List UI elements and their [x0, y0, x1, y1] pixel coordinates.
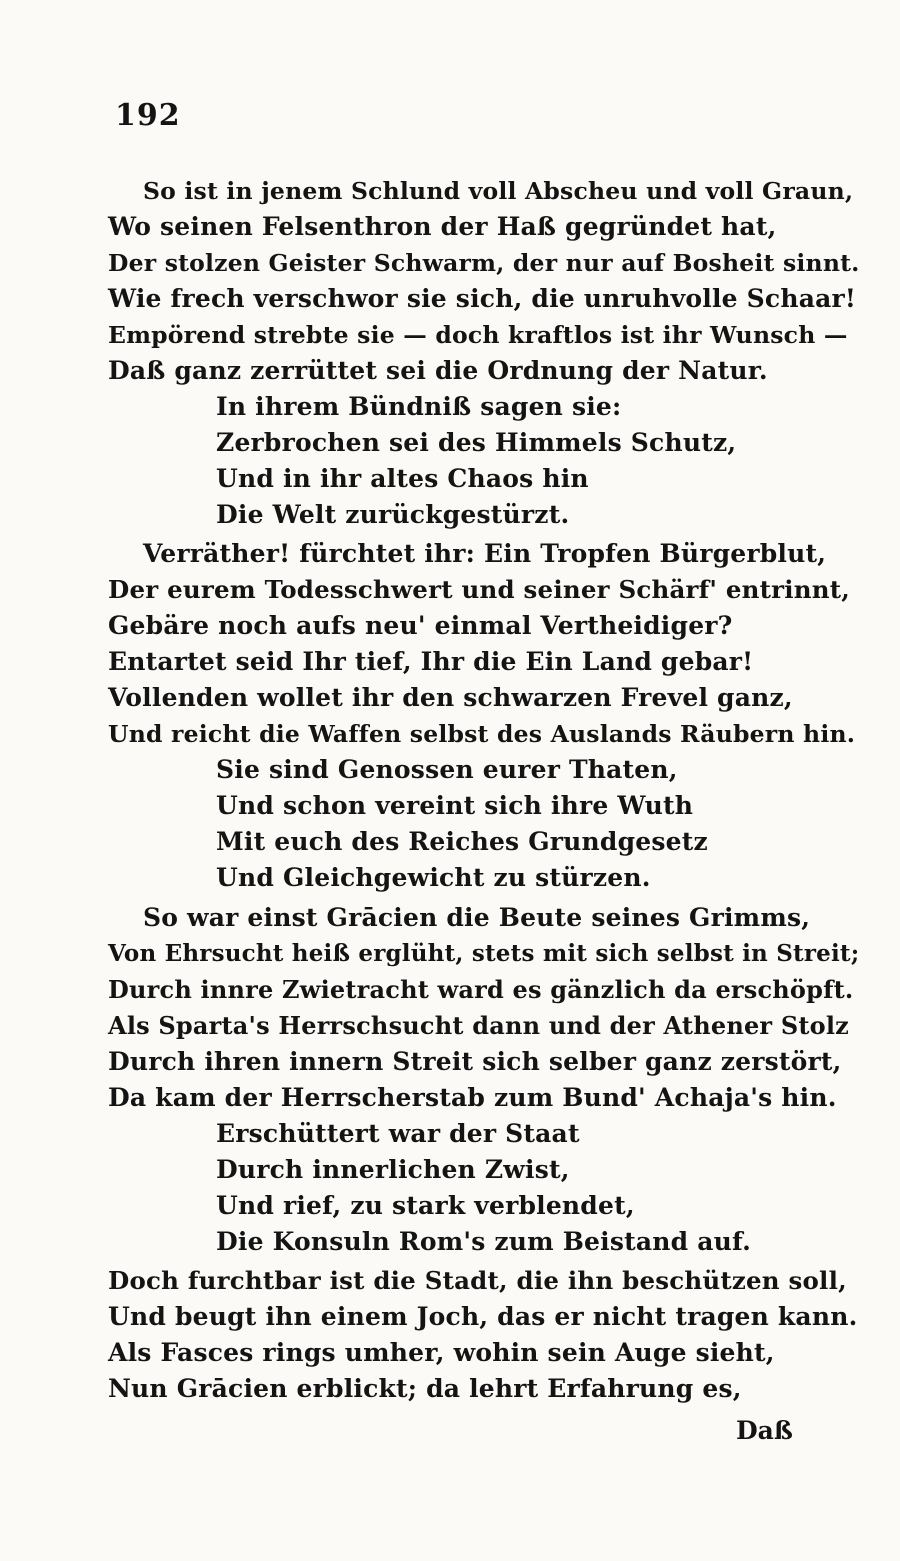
- poem-line: Von Ehrsucht heiß erglüht, stets mit sich selbst in Streit;: [108, 940, 860, 967]
- poem-line: Und Gleichgewicht zu stürzen.: [216, 863, 651, 892]
- poem-line: Erschüttert war der Staat: [216, 1119, 580, 1148]
- poem-line: Und schon vereint sich ihre Wuth: [216, 791, 694, 820]
- poem-line: Vollenden wollet ihr den schwarzen Frevel ganz,: [108, 683, 793, 712]
- poem-line: Wo seinen Felsenthron der Haß gegründet hat,: [108, 212, 777, 241]
- poem-line: Sie sind Genossen eurer Thaten,: [216, 755, 678, 784]
- poem-line: Als Sparta's Herrschsucht dann und der Athener Stolz: [108, 1011, 850, 1040]
- poem-line: Durch innre Zwietracht ward es gänzlich da erschöpft.: [108, 975, 854, 1004]
- poem-line: Da kam der Herrscherstab zum Bund' Achaja's hin.: [108, 1083, 837, 1112]
- poem-line: Empörend strebte sie — doch kraftlos ist ihr Wunsch —: [108, 321, 848, 349]
- poem-line: Und in ihr altes Chaos hin: [216, 464, 589, 493]
- catchword: Daß: [736, 1416, 793, 1445]
- poem-line: Als Fasces rings umher, wohin sein Auge sieht,: [108, 1338, 775, 1367]
- poem-line: Und rief, zu stark verblendet,: [216, 1191, 635, 1220]
- poem-line: Gebäre noch aufs neu' einmal Vertheidiger?: [108, 611, 733, 640]
- poem-line: Wie frech verschwor sie sich, die unruhvolle Schaar!: [108, 284, 857, 313]
- poem-line: Zerbrochen sei des Himmels Schutz,: [216, 428, 737, 457]
- poem-line: So ist in jenem Schlund voll Abscheu und voll Graun,: [143, 177, 854, 205]
- poem-line: Verräther! fürchtet ihr: Ein Tropfen Bürgerblut,: [143, 539, 827, 568]
- poem-line: Mit euch des Reiches Grundgesetz: [216, 827, 708, 856]
- poem-line: Durch ihren innern Streit sich selber ganz zerstört,: [108, 1047, 842, 1076]
- poem-line: Doch furchtbar ist die Stadt, die ihn beschützen soll,: [108, 1266, 847, 1295]
- poem-line: Entartet seid Ihr tief, Ihr die Ein Land gebar!: [108, 647, 754, 676]
- poem-line: Die Welt zurückgestürzt.: [216, 500, 570, 529]
- page-number: 192: [115, 98, 181, 133]
- poem-line: Nun Grācien erblickt; da lehrt Erfahrung es,: [108, 1374, 742, 1403]
- poem-line: Der stolzen Geister Schwarm, der nur auf Bosheit sinnt.: [108, 249, 860, 277]
- poem-line: Daß ganz zerrüttet sei die Ordnung der Natur.: [108, 356, 768, 385]
- poem-line: Durch innerlichen Zwist,: [216, 1155, 570, 1184]
- poem-line: So war einst Grācien die Beute seines Grimms,: [143, 903, 811, 932]
- poem-line: Und reicht die Waffen selbst des Auslands Räubern hin.: [108, 720, 856, 748]
- poem-line: In ihrem Bündniß sagen sie:: [216, 392, 622, 421]
- poem-line: Der eurem Todesschwert und seiner Schärf' entrinnt,: [108, 575, 851, 604]
- poem-line: Die Konsuln Rom's zum Beistand auf.: [216, 1227, 751, 1256]
- poem-line: Und beugt ihn einem Joch, das er nicht tragen kann.: [108, 1302, 858, 1331]
